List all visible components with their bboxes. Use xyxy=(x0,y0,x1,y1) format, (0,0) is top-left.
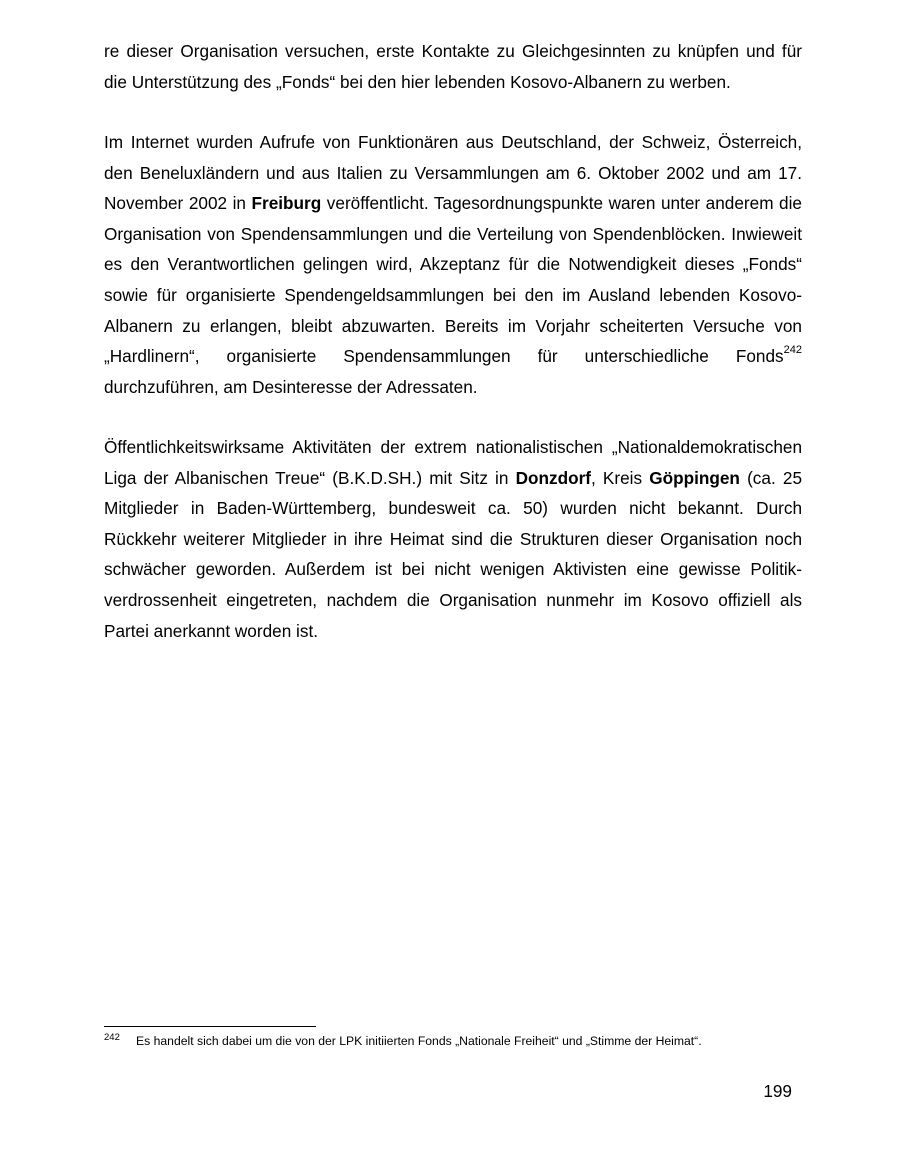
footnote-separator xyxy=(104,1026,316,1027)
paragraph-text: Im Internet wurden Aufrufe von Funktionären aus Deutschland, der Schweiz, Österreich, den Beneluxländern und aus Italien zu Versammlungen am 6. Oktober 2002 und am 17. November 2002 in xyxy=(104,132,802,214)
paragraph-text: durchzuführen, am Desinteresse der Adressaten. xyxy=(104,376,478,397)
paragraph-text: veröffentlicht. Tagesordnungspunkte waren unter anderem die Organisation von Spendensammlungen und die Verteilung von Spendenblöcken. Inwieweit es den Verantwortlichen gelingen wird, Akzeptanz für die Notwendigkeit dieses „Fonds“ sowie für organisierte Spendengeldsammlungen bei den im Ausland lebenden Kosovo-Albanern zu erlangen, bleibt abzuwarten. Bereits im Vorjahr scheiterten Versuche von „Hardlinern“, organisierte Spendensammlungen für unterschiedliche Fonds xyxy=(104,193,802,367)
footnote-reference[interactable]: 242 xyxy=(783,344,802,357)
paragraph-text: Öffentlichkeitswirksame Aktivitäten der extrem nationalistischen „Nationaldemokratischen Liga der Albanischen Treue“ (B.K.D.SH.) mit Sitz in xyxy=(104,437,802,488)
page-number: 199 xyxy=(763,1081,792,1101)
footnote-text: Es handelt sich dabei um die von der LPK initiierten Fonds „Nationale Freiheit“ und „Stimme der Heimat“. xyxy=(136,1034,702,1048)
paragraph-text: (ca. 25 Mitglieder in Baden-Württemberg, bundesweit ca. 50) wurden nicht bekannt. Durch Rückkehr weiterer Mitglieder in ihre Heimat sind die Strukturen dieser Organisation noch schwächer geworden. Außerdem ist bei nicht wenigen Aktivisten eine gewisse Politikverdrossenheit eingetreten, nachdem die Organisation nunmehr im Kosovo offiziell als Partei anerkannt worden ist. xyxy=(104,467,802,641)
body-paragraph-3 xyxy=(104,432,802,646)
place-name-freiburg: Freiburg xyxy=(251,193,322,214)
place-name-goeppingen: Göppingen xyxy=(649,467,740,488)
paragraph-text: re dieser Organisation versuchen, erste Kontakte zu Gleichgesinnten zu knüpfen und für die Unterstützung des „Fonds“ bei den hier lebenden Kosovo-Albanern zu werben. xyxy=(104,41,802,92)
body-paragraph-2 xyxy=(104,127,802,402)
body-paragraph-1 xyxy=(104,36,802,97)
paragraph-text: , Kreis xyxy=(591,467,650,488)
place-name-donzdorf: Donzdorf xyxy=(515,467,591,488)
footnote-number: 242 xyxy=(104,1032,120,1043)
